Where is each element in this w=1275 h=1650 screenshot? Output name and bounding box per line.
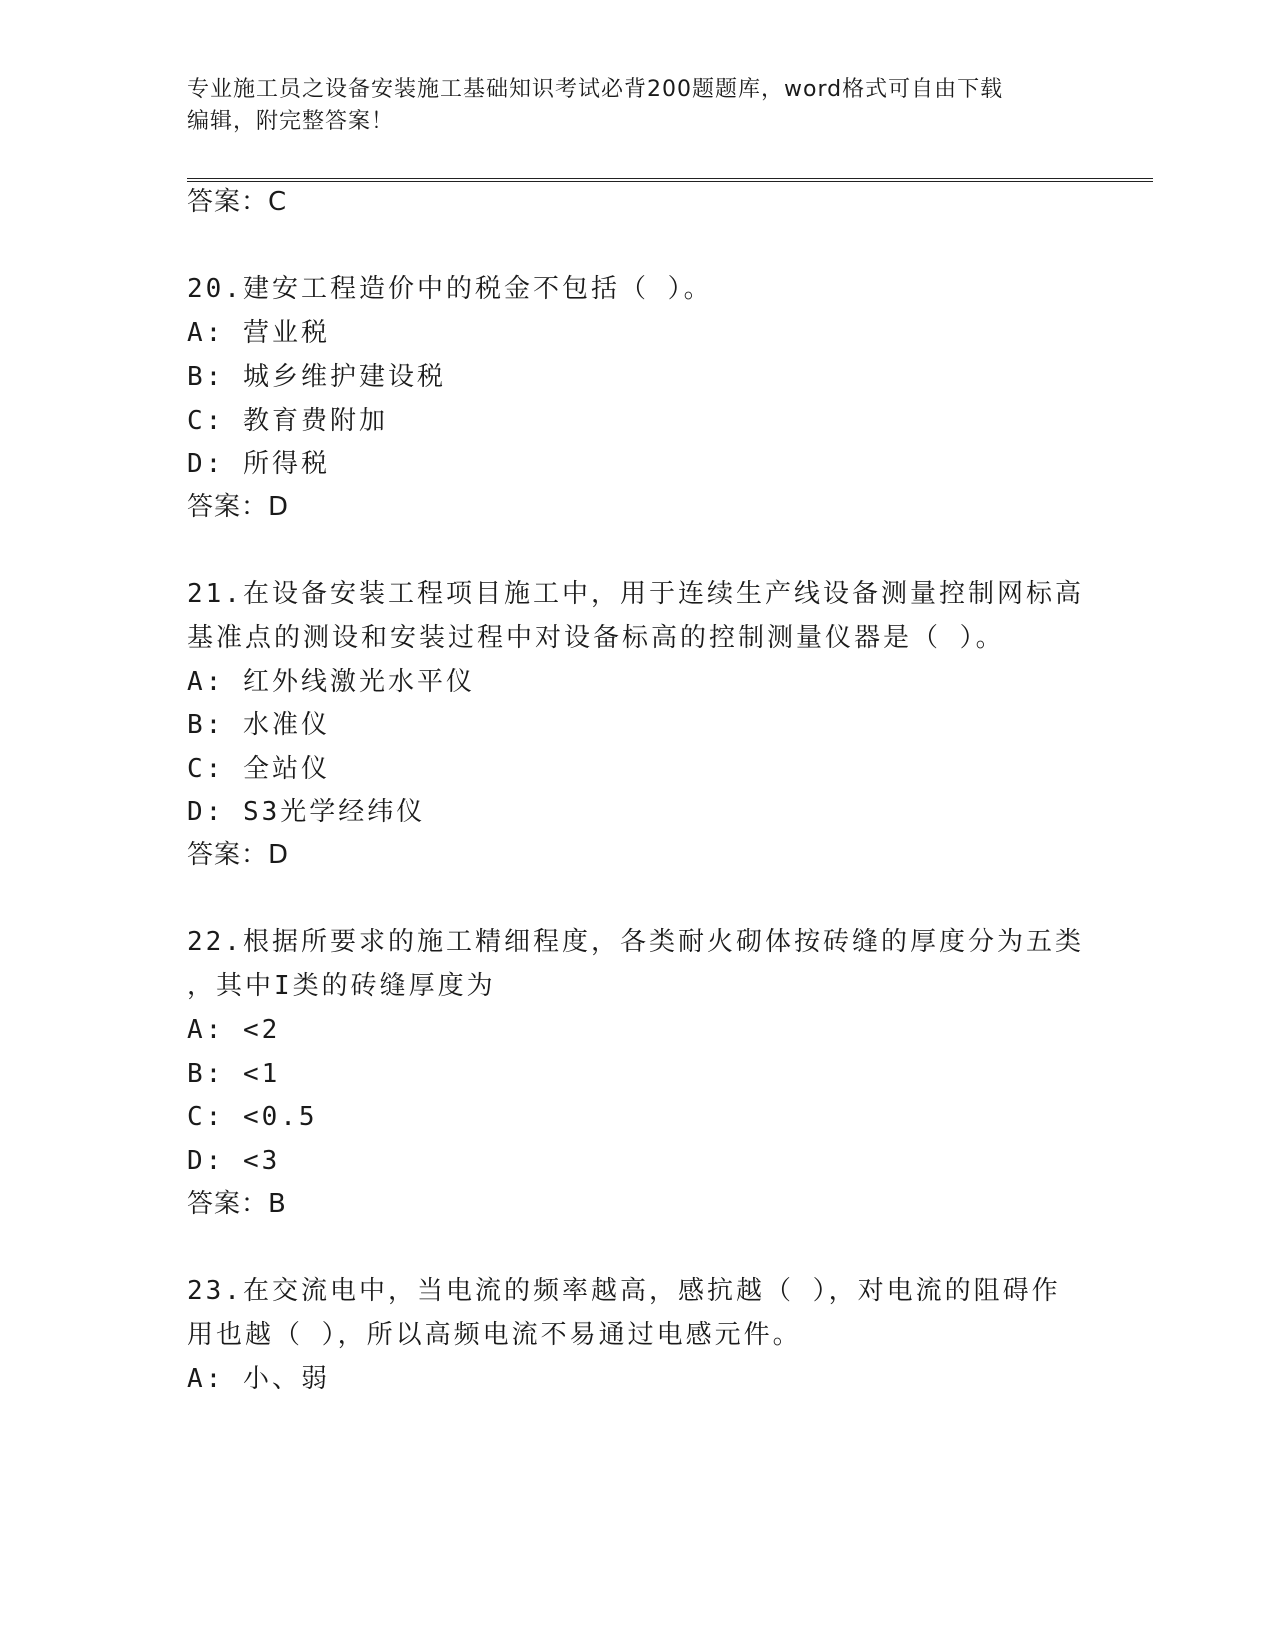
question-22-option-a: A: <2 — [187, 1015, 281, 1045]
answer-q22: 答案：B — [187, 1189, 287, 1219]
question-20-option-b: B: 城乡维护建设税 — [187, 362, 446, 392]
question-23-option-a: A: 小、弱 — [187, 1364, 330, 1394]
answer-q21: 答案：D — [187, 840, 290, 870]
question-20-option-d: D: 所得税 — [187, 449, 330, 479]
answer-q19: 答案：C — [187, 187, 288, 217]
question-22-stem-line-1: 22.根据所要求的施工精细程度，各类耐火砌体按砖缝的厚度分为五类 — [187, 927, 1084, 957]
question-21-stem-line-2: 基准点的测设和安装过程中对设备标高的控制测量仪器是（ ）。 — [187, 623, 1005, 653]
question-23-stem-line-2: 用也越（ ），所以高频电流不易通过电感元件。 — [187, 1320, 802, 1350]
question-20-option-a: A: 营业税 — [187, 318, 330, 348]
question-21-stem-line-1: 21.在设备安装工程项目施工中，用于连续生产线设备测量控制网标高 — [187, 579, 1084, 609]
question-22-option-c: C: <0.5 — [187, 1102, 318, 1132]
question-21-option-d: D: S3光学经纬仪 — [187, 797, 426, 827]
question-22-stem-line-2: ，其中I类的砖缝厚度为 — [187, 971, 496, 1001]
question-20-option-c: C: 教育费附加 — [187, 406, 388, 436]
question-21-option-b: B: 水准仪 — [187, 710, 330, 740]
question-20-stem: 20.建安工程造价中的税金不包括（ ）。 — [187, 274, 713, 304]
question-23-stem-line-1: 23.在交流电中，当电流的频率越高，感抗越（ ），对电流的阻碍作 — [187, 1276, 1061, 1306]
answer-q20: 答案：D — [187, 492, 290, 522]
document-header — [187, 74, 1067, 138]
question-21-option-c: C: 全站仪 — [187, 754, 330, 784]
question-21-option-a: A: 红外线激光水平仪 — [187, 667, 475, 697]
header-line-1: 专业施工员之设备安装施工基础知识考试必背200题题库，word格式可自由下载 — [187, 77, 1004, 102]
header-divider — [187, 178, 1153, 182]
header-line-2: 编辑，附完整答案！ — [187, 109, 395, 134]
question-22-option-d: D: <3 — [187, 1146, 281, 1176]
question-22-option-b: B: <1 — [187, 1059, 281, 1089]
